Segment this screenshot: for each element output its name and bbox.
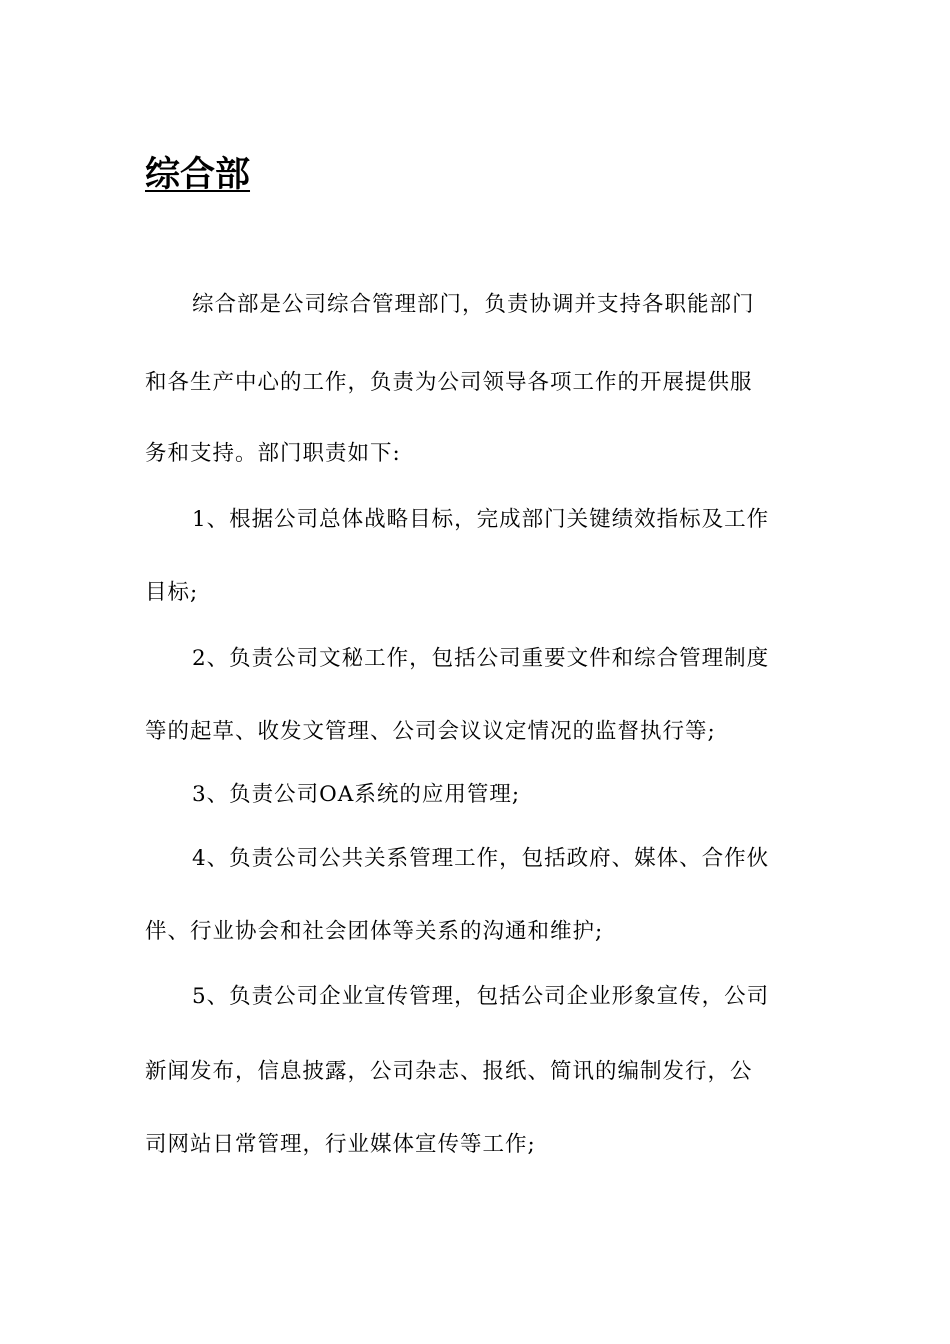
paragraph-line: 和各生产中心的工作，负责为公司领导各项工作的开展提供服 xyxy=(145,370,753,395)
list-item-line: 伴、行业协会和社会团体等关系的沟通和维护; xyxy=(145,919,604,944)
page-title: 综合部 xyxy=(145,155,251,195)
list-item-line: 新闻发布，信息披露，公司杂志、报纸、简讯的编制发行，公 xyxy=(145,1059,753,1084)
list-item-line: 3、负责公司OA系统的应用管理; xyxy=(192,782,521,807)
list-item-line: 目标; xyxy=(145,580,199,605)
list-item-line: 司网站日常管理，行业媒体宣传等工作; xyxy=(145,1132,536,1157)
list-item-line: 4、负责公司公共关系管理工作，包括政府、媒体、合作伙 xyxy=(192,846,770,871)
list-item-line: 5、负责公司企业宣传管理，包括公司企业形象宣传，公司 xyxy=(192,984,770,1009)
paragraph-line: 务和支持。部门职责如下: xyxy=(145,441,401,466)
list-item-line: 等的起草、收发文管理、公司会议议定情况的监督执行等; xyxy=(145,719,716,744)
paragraph-line: 综合部是公司综合管理部门，负责协调并支持各职能部门 xyxy=(192,292,755,317)
list-item-line: 1、根据公司总体战略目标，完成部门关键绩效指标及工作 xyxy=(192,507,770,532)
list-item-line: 2、负责公司文秘工作，包括公司重要文件和综合管理制度 xyxy=(192,646,770,671)
